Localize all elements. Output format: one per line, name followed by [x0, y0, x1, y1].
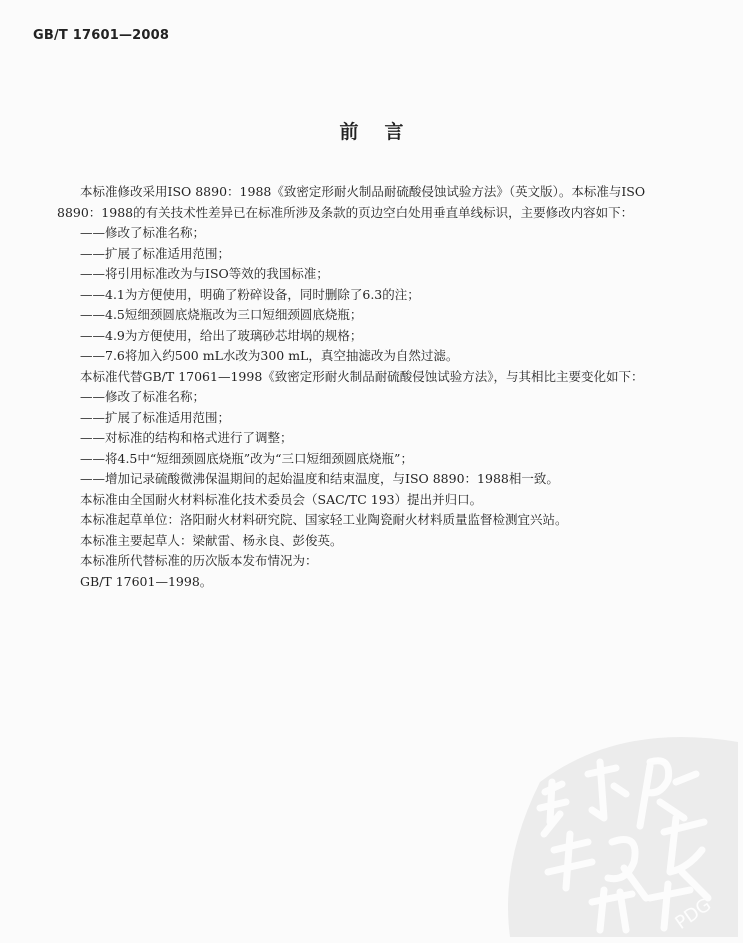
paragraph-drafting-org: 本标准起草单位：洛阳耐火材料研究院、国家轻工业陶瓷耐火材料质量监督检测宜兴站。	[80, 512, 568, 527]
list-item: ——4.5短细颈圆底烧瓶改为三口短细颈圆底烧瓶；	[80, 307, 363, 322]
library-seal-watermark	[500, 722, 738, 937]
list-item: ——4.9为方便使用，给出了玻璃砂芯坩埚的规格；	[80, 327, 363, 343]
list-item: ——对标准的结构和格式进行了调整；	[80, 430, 293, 445]
list-item: ——修改了标准名称；	[80, 225, 206, 240]
list-item: ——扩展了标准适用范围；	[80, 245, 231, 261]
paragraph-previous-version: GB/T 17601—1998。	[80, 573, 213, 589]
preface-body	[57, 182, 689, 592]
paragraph-replaces: 本标准代替GB/T 17061—1998《致密定形耐火制品耐硫酸侵蚀试验方法》，与其相比主要变化如下：	[80, 368, 644, 384]
list-item: ——4.1为方便使用，明确了粉碎设备，同时删除了6.3的注；	[80, 286, 420, 302]
standard-code: GB/T 17601—2008	[33, 28, 170, 43]
paragraph-intro: 本标准修改采用ISO 8890：1988《致密定形耐火制品耐硫酸侵蚀试验方法》（英文版）。本标准与ISO 8890：1988的有关技术性差异已在标准所涉及条款的页边空白处用垂直单线标识，主要修改内容如下：	[57, 184, 650, 220]
paragraph-drafters: 本标准主要起草人：梁献雷、杨永良、彭俊英。	[80, 532, 343, 548]
pdg-watermark-text: PDG	[671, 894, 716, 934]
list-item: ——将引用标准改为与ISO等效的我国标准；	[80, 266, 329, 281]
list-item: ——扩展了标准适用范围；	[80, 409, 231, 425]
list-item: ——增加记录硫酸微沸保温期间的起始温度和结束温度，与ISO 8890：1988相一致。	[80, 471, 559, 486]
list-item: ——7.6将加入约500 mL水改为300 mL，真空抽滤改为自然过滤。	[80, 348, 459, 363]
page-title: 前言	[339, 121, 430, 143]
paragraph-proposer: 本标准由全国耐火材料标准化技术委员会（SAC/TC 193）提出并归口。	[80, 491, 483, 507]
list-item: ——将4.5中“短细颈圆底烧瓶”改为“三口短细颈圆底烧瓶”；	[80, 450, 413, 466]
list-item: ——修改了标准名称；	[80, 389, 206, 404]
paragraph-history: 本标准所代替标准的历次版本发布情况为：	[80, 553, 318, 568]
